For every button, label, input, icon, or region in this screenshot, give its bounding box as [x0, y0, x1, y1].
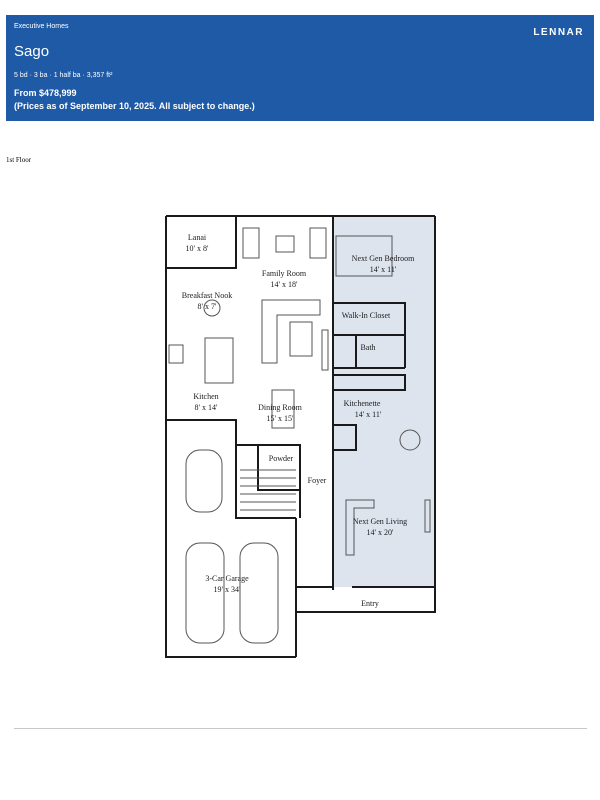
range	[169, 345, 183, 363]
room-family-name: Family Room	[261, 269, 307, 278]
family-table	[276, 236, 294, 252]
room-entry-name: Entry	[361, 599, 379, 608]
car-3	[240, 543, 278, 643]
collection-label: Executive Homes	[14, 23, 69, 30]
room-garage-name: 3-Car Garage	[205, 574, 249, 583]
footer-divider	[14, 728, 587, 729]
price-note: (Prices as of September 10, 2025. All subject to change.)	[14, 101, 255, 111]
room-garage-size: 19' x 34'	[213, 585, 241, 594]
room-kitchenette-name: Kitchenette	[343, 399, 381, 408]
room-dining-name: Dining Room	[258, 403, 302, 412]
tv-console	[322, 330, 328, 370]
floor-label: 1st Floor	[6, 156, 32, 164]
room-lanai-name: Lanai	[187, 233, 207, 242]
room-foyer-name: Foyer	[307, 476, 327, 485]
brand-logo: LENNAR	[533, 27, 584, 38]
powder-wall	[258, 445, 300, 490]
room-living-size: 14' x 20'	[366, 528, 394, 537]
room-kitchenette-size: 14' x 11'	[354, 410, 382, 419]
room-living-name: Next Gen Living	[352, 517, 408, 526]
room-bath-name: Bath	[360, 343, 376, 352]
family-chair-right	[310, 228, 326, 258]
sectional-sofa	[262, 300, 320, 363]
kitchen-island	[205, 338, 233, 383]
family-chair-left	[243, 228, 259, 258]
room-dining-size: 15' x 15'	[266, 414, 294, 423]
room-kitchen-size: 8' x 14'	[194, 403, 218, 412]
model-title: Sago	[14, 43, 50, 60]
room-lanai-size: 10' x 8'	[185, 244, 209, 253]
room-bedroom-size: 14' x 11'	[369, 265, 397, 274]
price: From $478,999	[14, 88, 77, 98]
room-family-size: 14' x 18'	[270, 280, 298, 289]
room-bedroom-name: Next Gen Bedroom	[351, 254, 415, 263]
room-nook-name: Breakfast Nook	[181, 291, 233, 300]
coffee-table	[290, 322, 312, 356]
car-1	[186, 450, 222, 512]
room-nook-size: 8' x 7'	[197, 302, 217, 311]
home-specs: 5 bd · 3 ba · 1 half ba · 3,357 ft²	[14, 72, 113, 79]
lanai-walls	[166, 216, 236, 268]
room-powder-name: Powder	[268, 454, 294, 463]
room-closet-name: Walk-In Closet	[341, 311, 391, 320]
room-kitchen-name: Kitchen	[193, 392, 219, 401]
